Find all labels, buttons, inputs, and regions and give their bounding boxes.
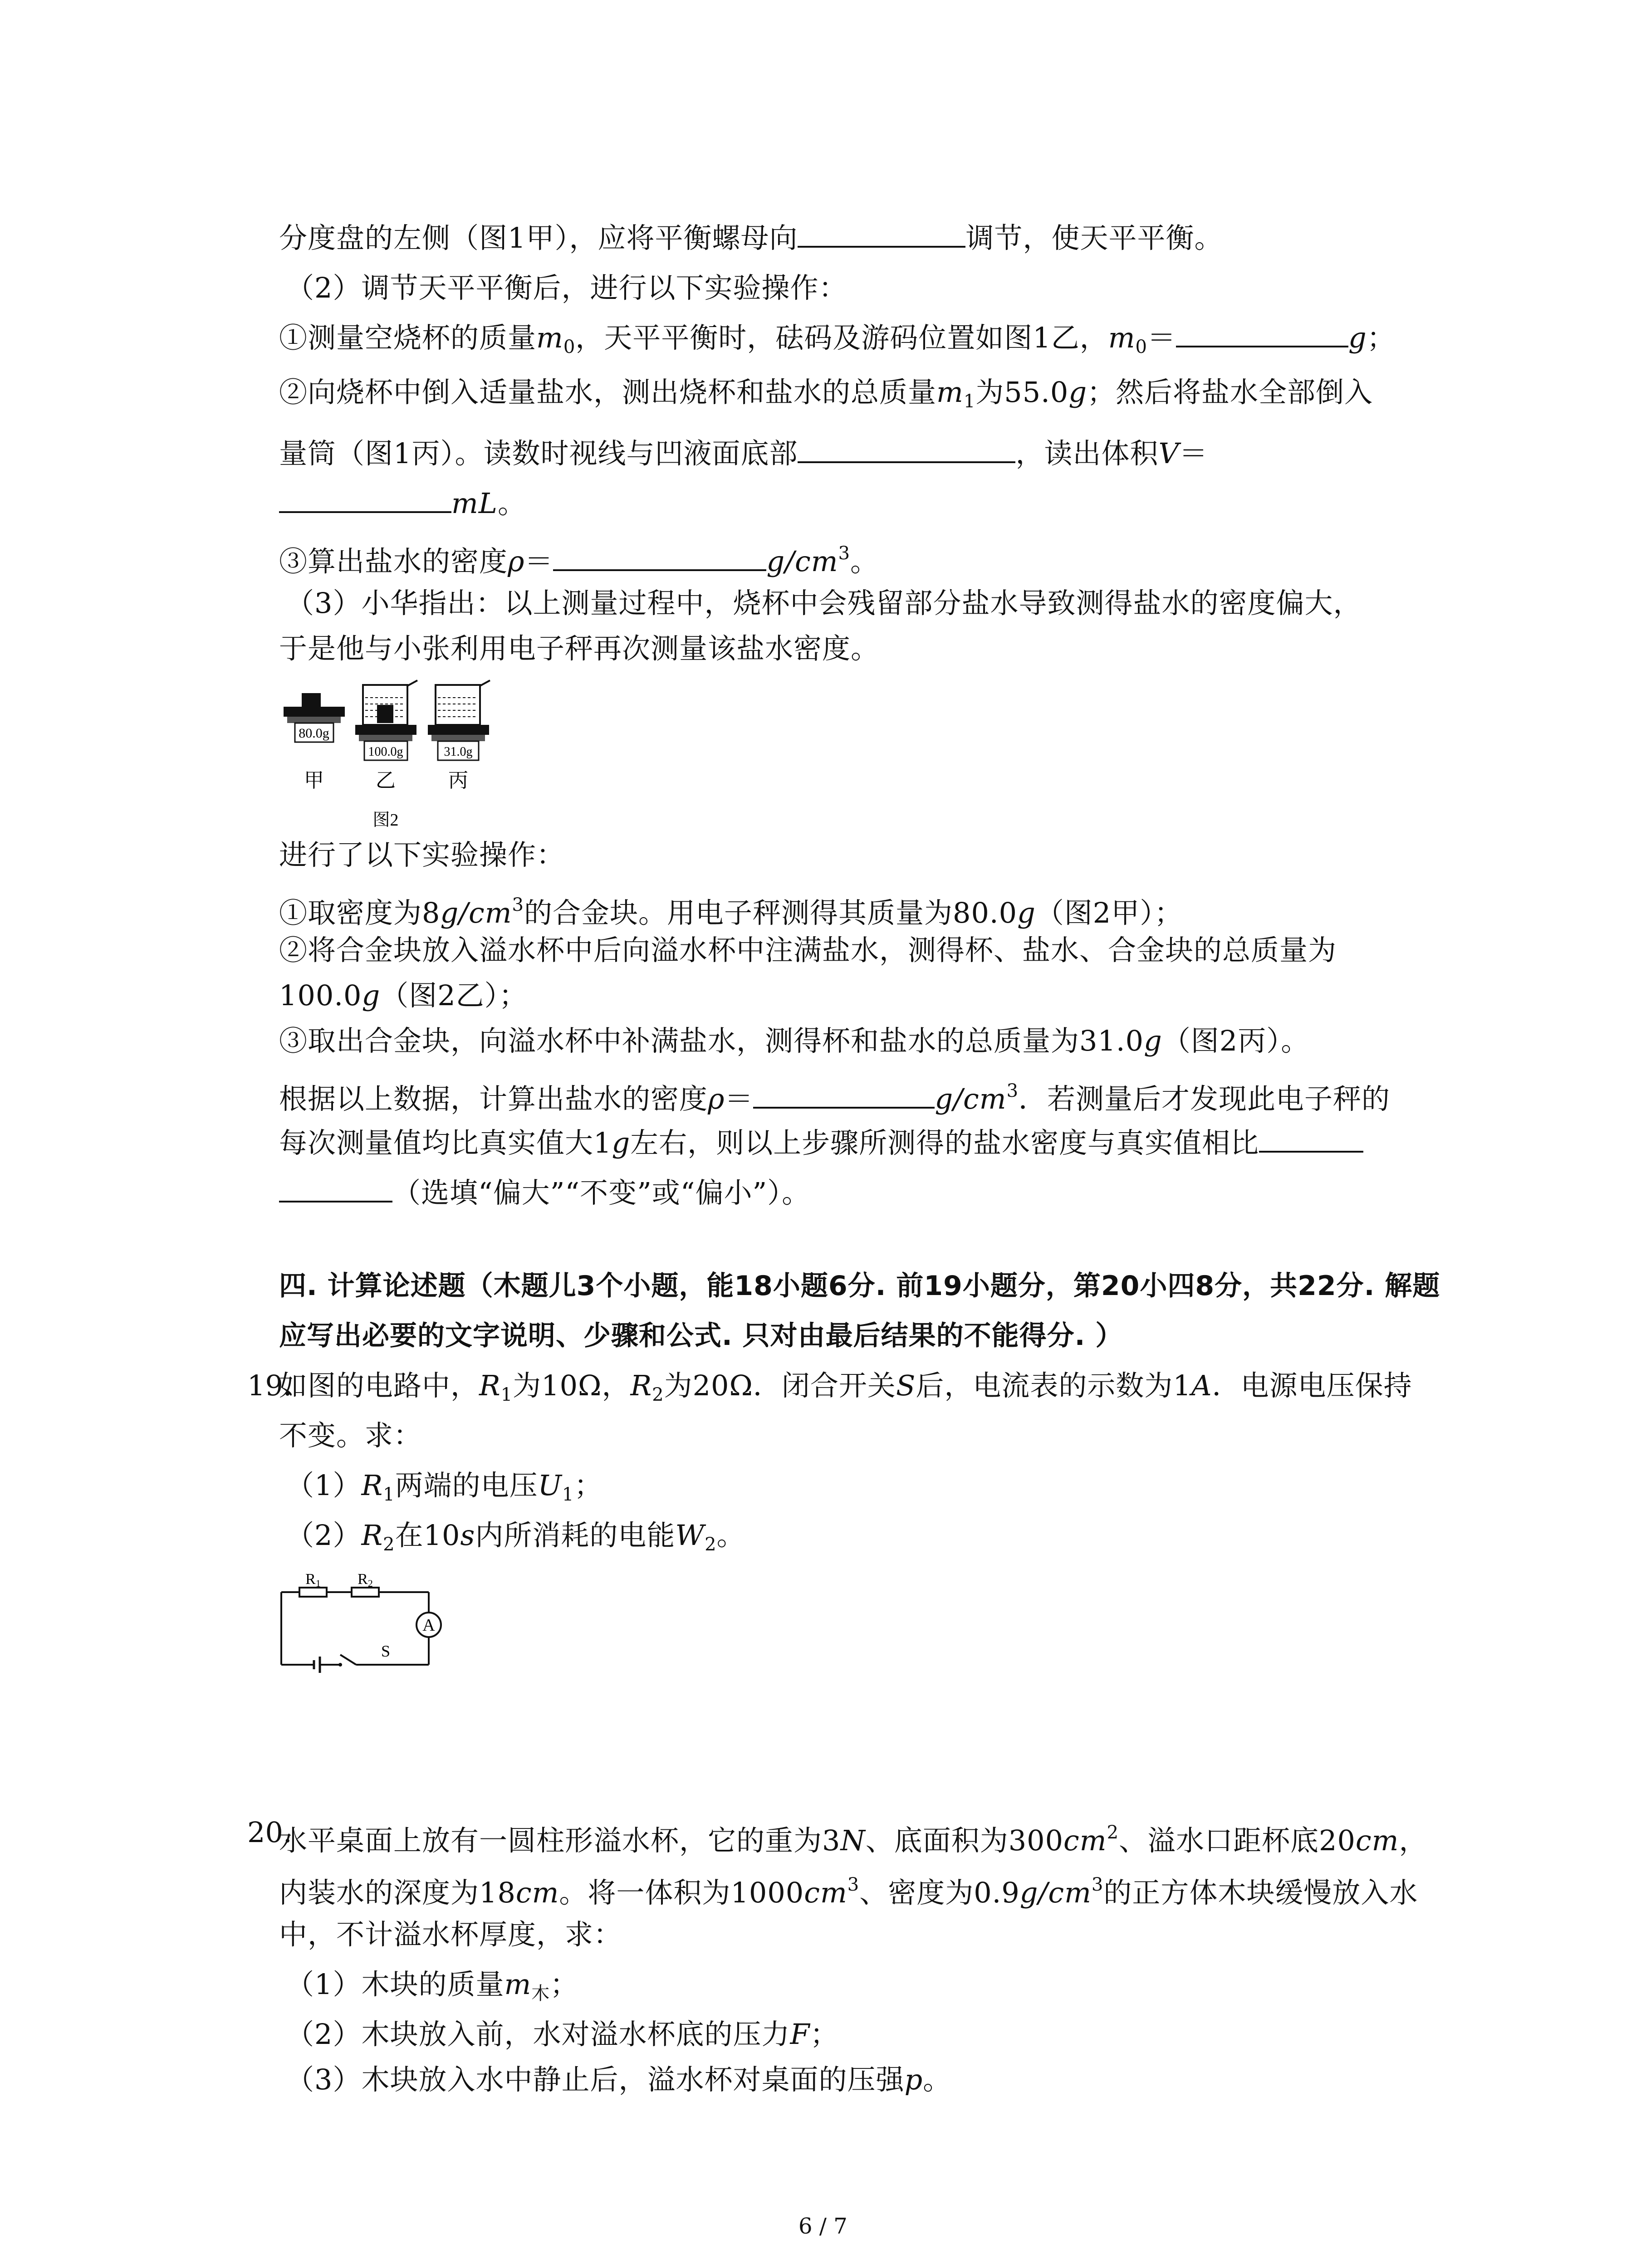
text: （选填“偏大”“不变”或“偏小”）。 (392, 1176, 811, 1209)
text: 调节，使天平平衡。 (965, 221, 1223, 254)
q18-line-17 (279, 1173, 810, 1213)
scale-yi (355, 680, 417, 792)
text: 根据以上数据，计算出盐水的密度 (279, 1082, 708, 1115)
sub: 2 (383, 1534, 395, 1555)
text: （图2乙）； (380, 979, 528, 1012)
text: （3）木块放入水中静止后，溢水杯对桌面的压强 (286, 2063, 905, 2096)
text: 。将一体积为1000 (559, 1876, 804, 1909)
text: ； (550, 1968, 579, 2001)
text: 。 (850, 545, 879, 578)
text: 、底面积为300 (865, 1824, 1064, 1857)
q20-number: 20. (247, 1816, 292, 1849)
q20-line-1 (279, 1812, 1427, 1861)
q18-line-11 (279, 885, 1183, 934)
var-f: F (790, 2018, 810, 2051)
var-m0: m (536, 321, 563, 354)
text: ③算出盐水的密度 (279, 545, 508, 578)
text: ①取密度为8 (279, 896, 441, 929)
unit: cm (804, 1876, 847, 1909)
text: 在10 (395, 1519, 460, 1552)
text: 、溢水口距杯底20 (1119, 1824, 1356, 1857)
var-s: S (896, 1369, 916, 1402)
text: ＝ (725, 1082, 754, 1115)
text: 为20Ω．闭合开关 (664, 1369, 896, 1402)
q19-line-1 (279, 1365, 1412, 1415)
q20-line-2 (279, 1864, 1418, 1913)
unit: g/cm (1019, 1876, 1092, 1909)
text: ②向烧杯中倒入适量盐水，测出烧杯和盐水的总质量 (279, 376, 937, 409)
sup: 3 (838, 543, 851, 564)
answer-blank-2[interactable] (1176, 319, 1348, 347)
ammeter-label: A (422, 1616, 435, 1635)
unit: cm (1355, 1824, 1399, 1857)
text: 后，电流表的示数为1 (916, 1369, 1191, 1402)
sub: 2 (652, 1384, 664, 1405)
unit: cm (1063, 1824, 1107, 1857)
text: 。 (716, 1519, 745, 1552)
var-w2: W (675, 1519, 705, 1552)
unit: g/cm (935, 1082, 1007, 1115)
text: ①测量空烧杯的质量 (279, 321, 537, 354)
text: 的正方体木块缓慢放入水 (1103, 1876, 1418, 1909)
scale-bing (428, 680, 490, 792)
figure-2-scales (279, 676, 560, 841)
var-r2: R (361, 1519, 383, 1552)
var-p: p (904, 2063, 923, 2096)
var-m: m (504, 1968, 532, 2001)
text: （图2甲）； (1035, 896, 1183, 929)
unit: g (1068, 376, 1087, 409)
figure-2-caption: 图2 (372, 811, 399, 830)
answer-blank-5[interactable] (553, 543, 766, 571)
label-bing: 丙 (448, 769, 468, 792)
text: ， (1399, 1824, 1428, 1857)
switch-s (340, 1655, 356, 1665)
sup: 3 (1006, 1080, 1019, 1101)
text: 、密度为0.9 (859, 1876, 1020, 1909)
q19-line-3 (286, 1465, 603, 1515)
text: ，天平平衡时，砝码及游码位置如图1乙， (575, 321, 1108, 354)
q18-line-14 (279, 1021, 1309, 1061)
q18-line-16 (279, 1123, 1363, 1163)
section-4-heading-1: 四. 计算论述题（木题儿3个小题，能18小题6分. 前19小题分，第20小四8分，共22分. 解题 (279, 1270, 1440, 1302)
q20-line-6 (286, 2059, 951, 2100)
q20-line-4 (286, 1964, 578, 2014)
text: ；然后将盐水全部倒入 (1087, 376, 1373, 409)
text: ； (574, 1469, 603, 1502)
var-m1: m (936, 376, 964, 409)
q18-line-3 (279, 318, 1396, 367)
q18-line-1 (279, 218, 1223, 259)
text: ＝ (1147, 321, 1176, 354)
sup: 2 (1107, 1822, 1119, 1843)
unit: s (460, 1519, 475, 1552)
var-rho: ρ (508, 545, 525, 578)
r1-label: R1 (305, 1574, 321, 1589)
text: （图2丙）。 (1162, 1024, 1310, 1057)
text: 两端的电压 (395, 1469, 538, 1502)
q18-line-12: ②将合金块放入溢水杯中后向溢水杯中注满盐水，测得杯、盐水、合金块的总质量为 (279, 934, 1337, 967)
q18-line-8: （3）小华指出：以上测量过程中，烧杯中会残留部分盐水导致测得盐水的密度偏大， (286, 587, 1362, 620)
circuit-diagram (277, 1574, 458, 1689)
scale-jia (284, 693, 345, 792)
text: 分度盘的左侧（图1甲），应将平衡螺母向 (279, 221, 798, 254)
sub: 木 (531, 1983, 550, 2004)
unit: g (612, 1126, 631, 1159)
unit: N (840, 1824, 866, 1857)
unit: mL (451, 487, 498, 520)
q19-line-2: 不变。求： (279, 1419, 422, 1452)
var-r2: R (630, 1369, 652, 1402)
sub: 1 (500, 1384, 513, 1405)
text: 。 (923, 2063, 952, 2096)
sup: 3 (847, 1874, 860, 1895)
sub: 0 (563, 337, 576, 357)
text: 为55.0 (975, 376, 1069, 409)
text: ，读出体积 (1015, 437, 1159, 470)
q18-line-4 (279, 372, 1373, 422)
q18-line-13 (279, 975, 528, 1016)
unit: g (1348, 321, 1367, 354)
label-yi: 乙 (376, 769, 396, 792)
sup: 3 (512, 894, 524, 915)
answer-blank-1[interactable] (798, 220, 965, 248)
text: ＝ (524, 545, 554, 578)
unit: g/cm (440, 896, 512, 929)
text: 为10Ω， (513, 1369, 631, 1402)
q18-line-15 (279, 1070, 1390, 1119)
text: ．若测量后才发现此电子秤的 (1019, 1082, 1391, 1115)
unit: g (362, 979, 381, 1012)
q19-line-4 (286, 1515, 745, 1565)
q18-line-5 (279, 433, 1208, 474)
q18-line-2: （2）调节天平平衡后，进行以下实验操作： (286, 271, 847, 304)
unit: A (1191, 1369, 1212, 1402)
text: （2）木块放入前，水对溢水杯底的压力 (286, 2018, 790, 2051)
var-v: V (1158, 437, 1180, 470)
reading-bing: 31.0g (444, 745, 473, 759)
var-u1: U (538, 1469, 562, 1502)
unit: g/cm (766, 545, 838, 578)
text: 水平桌面上放有一圆柱形溢水杯，它的重为3 (279, 1824, 841, 1857)
text: （1）木块的质量 (286, 1968, 505, 2001)
sub: 1 (383, 1484, 395, 1505)
text: 左右，则以上步骤所测得的盐水密度与真实值相比 (630, 1126, 1259, 1159)
var-r1: R (479, 1369, 501, 1402)
switch-label: S (381, 1642, 391, 1660)
label-jia: 甲 (304, 769, 324, 792)
unit: cm (515, 1876, 559, 1909)
page-number: 6 / 7 (798, 2214, 847, 2239)
var-r1: R (361, 1469, 383, 1502)
var-m0: m (1108, 321, 1136, 354)
text: （2） (286, 1519, 362, 1552)
answer-blank-7[interactable] (1259, 1124, 1363, 1153)
unit: g (1144, 1024, 1162, 1057)
text: ．电源电压保持 (1212, 1369, 1412, 1402)
sup: 3 (1091, 1874, 1104, 1895)
text: 。 (497, 487, 526, 520)
answer-blank-7-cont[interactable] (279, 1174, 392, 1202)
sub: 1 (562, 1484, 574, 1505)
text: 量筒（图1丙）。读数时视线与凹液面底部 (279, 437, 798, 470)
q18-line-10: 进行了以下实验操作： (279, 838, 565, 871)
q19-number: 19. (247, 1369, 292, 1402)
answer-blank-6[interactable] (753, 1080, 935, 1109)
text: 如图的电路中， (279, 1369, 480, 1402)
q18-line-9: 于是他与小张利用电子秤再次测量该盐水密度。 (279, 632, 880, 665)
resistor-r1 (299, 1588, 327, 1597)
text: （1） (286, 1469, 362, 1502)
q20-line-5 (286, 2014, 839, 2055)
unit: g (1017, 896, 1036, 929)
text: 内所消耗的电能 (475, 1519, 676, 1552)
text: 的合金块。用电子秤测得其质量为80.0 (524, 896, 1018, 929)
text: ； (810, 2018, 839, 2051)
reading-jia: 80.0g (299, 726, 329, 741)
var-rho: ρ (708, 1082, 725, 1115)
q20-line-3: 中，不计溢水杯厚度，求： (279, 1918, 622, 1951)
text: 每次测量值均比真实值大1 (279, 1126, 612, 1159)
answer-blank-4[interactable] (279, 485, 451, 513)
section-4-heading-2: 应写出必要的文字说明、少骤和公式. 只对由最后结果的不能得分. ） (279, 1320, 1123, 1352)
q18-line-6 (279, 483, 526, 524)
text: ＝ (1179, 437, 1208, 470)
text: 100.0 (279, 979, 362, 1012)
q18-line-7 (279, 533, 879, 582)
r2-label: R2 (358, 1574, 373, 1589)
sub: 2 (705, 1534, 717, 1555)
answer-blank-3[interactable] (798, 435, 1015, 463)
text: 内装水的深度为18 (279, 1876, 516, 1909)
resistor-r2 (352, 1588, 379, 1597)
sub: 0 (1135, 337, 1147, 357)
reading-yi: 100.0g (368, 745, 403, 759)
sub: 1 (963, 391, 976, 412)
text: ③取出合金块，向溢水杯中补满盐水，测得杯和盐水的总质量为31.0 (279, 1024, 1144, 1057)
text: ； (1367, 321, 1396, 354)
